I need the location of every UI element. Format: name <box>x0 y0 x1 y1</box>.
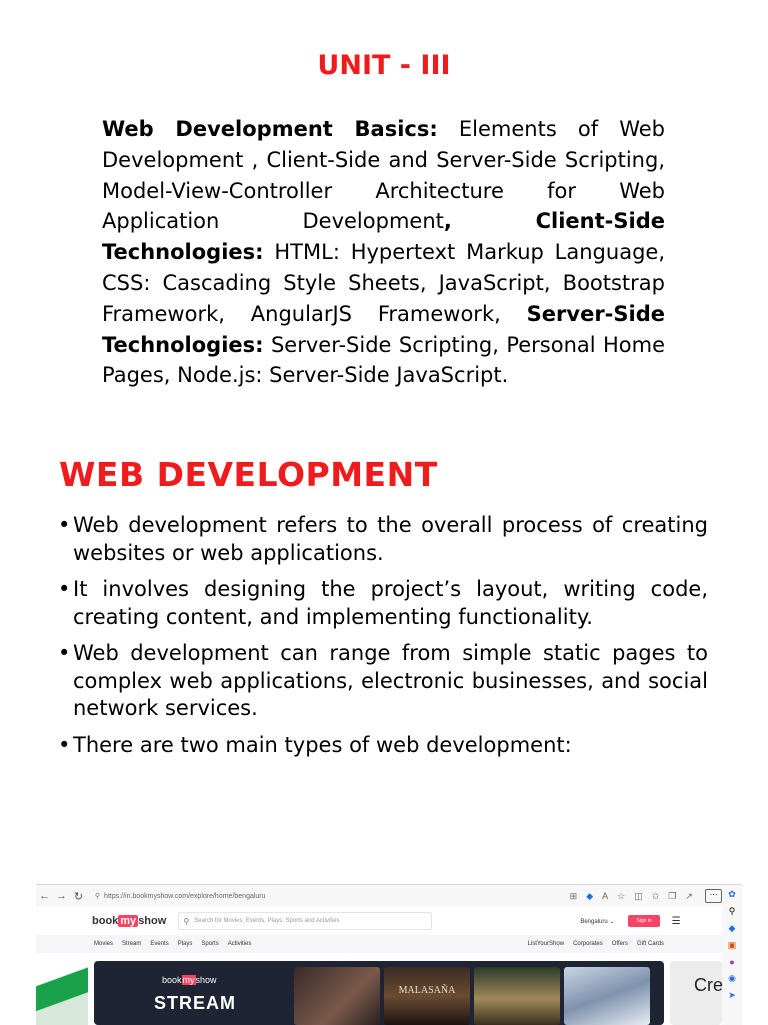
forward-icon[interactable]: → <box>55 890 67 902</box>
stream-wordmark: STREAM <box>154 993 236 1013</box>
promo-text: Cre <box>694 975 724 995</box>
nav-movies[interactable]: Movies <box>94 941 114 947</box>
stream-banner[interactable] <box>94 961 664 1025</box>
nav-offers[interactable]: Offers <box>611 941 628 947</box>
search-icon[interactable]: ⚲ <box>728 906 736 916</box>
briefcase-icon[interactable]: ▣ <box>727 940 737 950</box>
flag-banner-image[interactable] <box>36 961 88 1025</box>
search-input[interactable] <box>178 912 432 930</box>
collections-icon[interactable]: ❐ <box>668 890 677 901</box>
nav-list-your-show[interactable]: ListYourShow <box>527 941 565 947</box>
bullet-item: • It involves designing the project’s layout, writing code, creating content, and implementing functionality. <box>58 576 708 631</box>
share-icon[interactable]: ↗ <box>685 890 693 901</box>
tag-icon[interactable]: ◆ <box>586 890 594 901</box>
nav-activities[interactable]: Activities <box>227 941 252 947</box>
more-icon[interactable]: ⋯ <box>705 889 722 903</box>
syllabus-heading-basics: Web Development Basics: <box>102 117 438 141</box>
hamburger-icon[interactable]: ☰ <box>671 915 681 927</box>
nav-stream[interactable]: Stream <box>122 941 142 947</box>
syllabus-text-client: HTML: Hypertext Markup Language, CSS: Cascading Style Sheets, JavaScript, Bootstrap Framework, AngularJS Framework, <box>102 240 665 326</box>
site-header <box>36 907 722 935</box>
lock-icon: ⚲ <box>94 893 101 900</box>
search-icon: ⚲ <box>183 916 190 926</box>
promo-card[interactable] <box>670 961 722 1025</box>
syllabus-paragraph <box>102 114 665 391</box>
search-placeholder: Search for Movies, Events, Plays, Sports and Activities <box>194 918 340 924</box>
poster-image[interactable] <box>384 967 470 1025</box>
read-aloud-icon[interactable]: A <box>602 890 609 901</box>
url-text: https://in.bookmyshow.com/explore/home/bengaluru <box>104 892 266 900</box>
reload-icon[interactable]: ↻ <box>73 890 84 903</box>
back-icon[interactable]: ← <box>38 890 50 902</box>
bullet-item: • Web development can range from simple static pages to complex web applications, electronic businesses, and social network services. <box>58 640 708 723</box>
bookmyshow-logo[interactable]: book my show <box>92 915 167 927</box>
bullet-list <box>58 512 708 768</box>
nav-plays[interactable]: Plays <box>177 941 193 947</box>
section-title: WEB DEVELOPMENT <box>59 455 438 494</box>
favorites-icon[interactable]: ✩ <box>651 890 660 901</box>
category-nav <box>36 935 722 953</box>
bookmyshow-page <box>36 907 722 1025</box>
syllabus-heading-client: , Client-Side Technologies: <box>102 209 665 265</box>
syllabus-text-basics: Elements of Web Development , Client-Side and Server-Side Scripting, Model-View-Controller Architecture for Web Application Development <box>102 117 666 234</box>
grid-icon[interactable]: ⊞ <box>569 890 578 901</box>
poster-image[interactable] <box>564 967 650 1025</box>
star-icon[interactable]: ☆ <box>617 890 626 901</box>
nav-sports[interactable]: Sports <box>201 941 219 947</box>
bullet-item: • There are two main types of web development: <box>58 732 708 760</box>
city-selector[interactable]: Bengaluru ⌄ <box>580 918 615 925</box>
poster-title: MALASAÑA <box>398 985 456 996</box>
unit-title: UNIT - III <box>317 50 451 81</box>
nav-corporates[interactable]: Corporates <box>573 941 603 947</box>
chevron-down-icon: ⌄ <box>609 918 615 925</box>
stream-logo: bookmyshow <box>162 975 217 985</box>
url-field[interactable] <box>95 889 510 903</box>
syllabus-text-server: Server-Side Scripting, Personal Home Pages, Node.js: Server-Side JavaScript. <box>102 332 665 388</box>
edge-sidebar <box>722 885 742 1025</box>
send-icon[interactable]: ➤ <box>728 990 736 1000</box>
banner-carousel <box>36 961 722 1025</box>
poster-image[interactable] <box>474 967 560 1025</box>
nav-gift-cards[interactable]: Gift Cards <box>636 941 664 947</box>
syllabus-heading-server: Server-Side Technologies: <box>102 301 665 357</box>
nav-events[interactable]: Events <box>150 941 169 947</box>
tag-icon[interactable]: ◆ <box>728 923 736 933</box>
sign-in-button[interactable]: Sign in <box>628 915 659 927</box>
outlook-icon[interactable]: ◉ <box>728 973 736 983</box>
browser-toolbar-icons <box>570 891 693 902</box>
poster-image[interactable] <box>294 967 380 1025</box>
bullet-item: • Web development refers to the overall process of creating websites or web applications. <box>58 512 708 567</box>
browser-address-bar <box>36 885 722 907</box>
copilot-icon[interactable]: ✿ <box>728 889 736 899</box>
people-icon[interactable]: ● <box>729 957 735 967</box>
split-icon[interactable]: ◫ <box>634 890 643 901</box>
browser-screenshot <box>36 884 742 1025</box>
